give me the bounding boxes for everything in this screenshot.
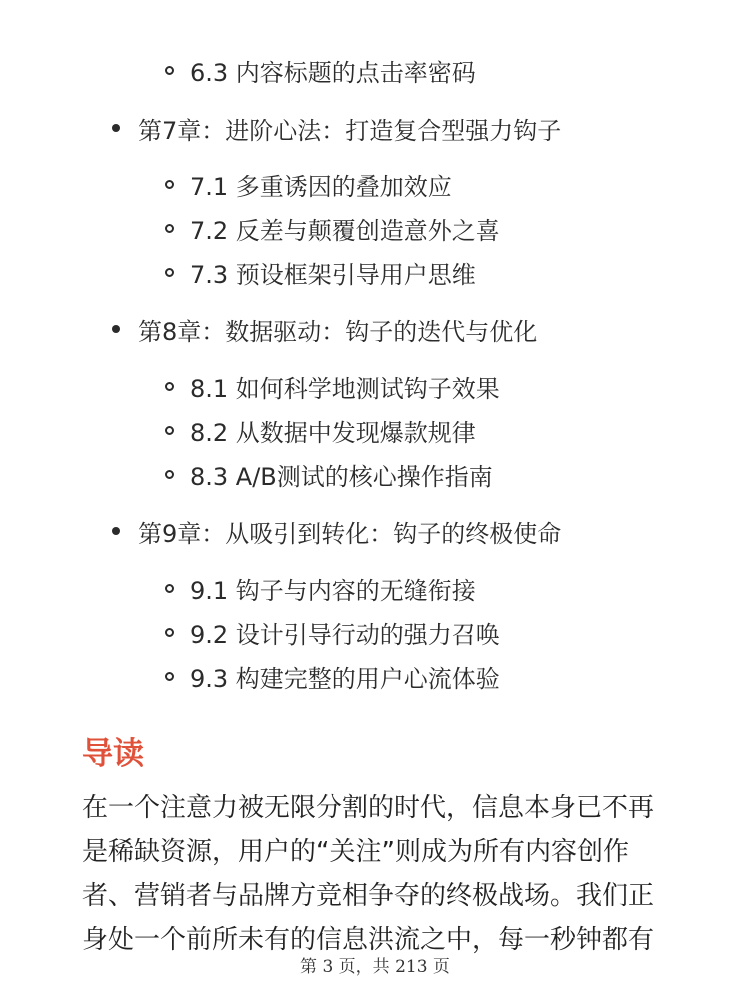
toc-chapter-label: 第7章：进阶心法：打造复合型强力钩子 <box>138 116 562 145</box>
toc-item-9-2[interactable] <box>165 612 500 652</box>
toc-item-label: 8.3 A/B测试的核心操作指南 <box>190 462 493 491</box>
filled-bullet-icon <box>112 527 120 535</box>
hollow-bullet-icon <box>165 628 174 637</box>
hollow-bullet-icon <box>165 584 174 593</box>
hollow-bullet-icon <box>165 672 174 681</box>
toc-item-label: 9.2 设计引导行动的强力召唤 <box>190 620 500 649</box>
toc-item-7-1[interactable] <box>165 164 452 204</box>
paragraph-line: 者、营销者与品牌方竞相争夺的终极战场。我们正 <box>82 881 655 911</box>
toc-item-8-2[interactable] <box>165 410 476 450</box>
toc-chapter-9[interactable] <box>112 511 561 551</box>
paragraph-line: 是稀缺资源，用户的“关注”则成为所有内容创作 <box>82 837 629 867</box>
toc-chapter-label: 第8章：数据驱动：钩子的迭代与优化 <box>138 317 538 346</box>
toc-item-9-1[interactable] <box>165 568 476 608</box>
section-heading: 导读 <box>82 736 144 772</box>
hollow-bullet-icon <box>165 470 174 479</box>
toc-item-8-3[interactable] <box>165 454 493 494</box>
page-number-footer: 第 3 页，共 213 页 <box>300 957 450 977</box>
toc-item-label: 7.2 反差与颠覆创造意外之喜 <box>190 216 500 245</box>
hollow-bullet-icon <box>165 268 174 277</box>
toc-chapter-7[interactable] <box>112 108 561 148</box>
paragraph-line: 身处一个前所未有的信息洪流之中，每一秒钟都有 <box>82 925 655 955</box>
toc-item-label: 8.1 如何科学地测试钩子效果 <box>190 374 500 403</box>
toc-item-7-3[interactable] <box>165 252 476 292</box>
toc-item-label: 6.3 内容标题的点击率密码 <box>190 58 476 87</box>
toc-item-9-3[interactable] <box>165 656 500 696</box>
filled-bullet-icon <box>112 124 120 132</box>
hollow-bullet-icon <box>165 66 174 75</box>
intro-paragraph <box>82 786 682 962</box>
toc-chapter-8[interactable] <box>112 309 537 349</box>
toc-item-6-3[interactable] <box>165 50 476 90</box>
hollow-bullet-icon <box>165 426 174 435</box>
paragraph-line: 在一个注意力被无限分割的时代，信息本身已不再 <box>82 793 655 823</box>
toc-chapter-label: 第9章：从吸引到转化：钩子的终极使命 <box>138 519 562 548</box>
toc-item-8-1[interactable] <box>165 366 500 406</box>
toc-item-label: 7.3 预设框架引导用户思维 <box>190 260 476 289</box>
toc-item-label: 9.3 构建完整的用户心流体验 <box>190 664 500 693</box>
toc-item-7-2[interactable] <box>165 208 500 248</box>
hollow-bullet-icon <box>165 382 174 391</box>
hollow-bullet-icon <box>165 224 174 233</box>
filled-bullet-icon <box>112 325 120 333</box>
toc-item-label: 8.2 从数据中发现爆款规律 <box>190 418 476 447</box>
toc-item-label: 7.1 多重诱因的叠加效应 <box>190 172 452 201</box>
toc-item-label: 9.1 钩子与内容的无缝衔接 <box>190 576 476 605</box>
hollow-bullet-icon <box>165 180 174 189</box>
